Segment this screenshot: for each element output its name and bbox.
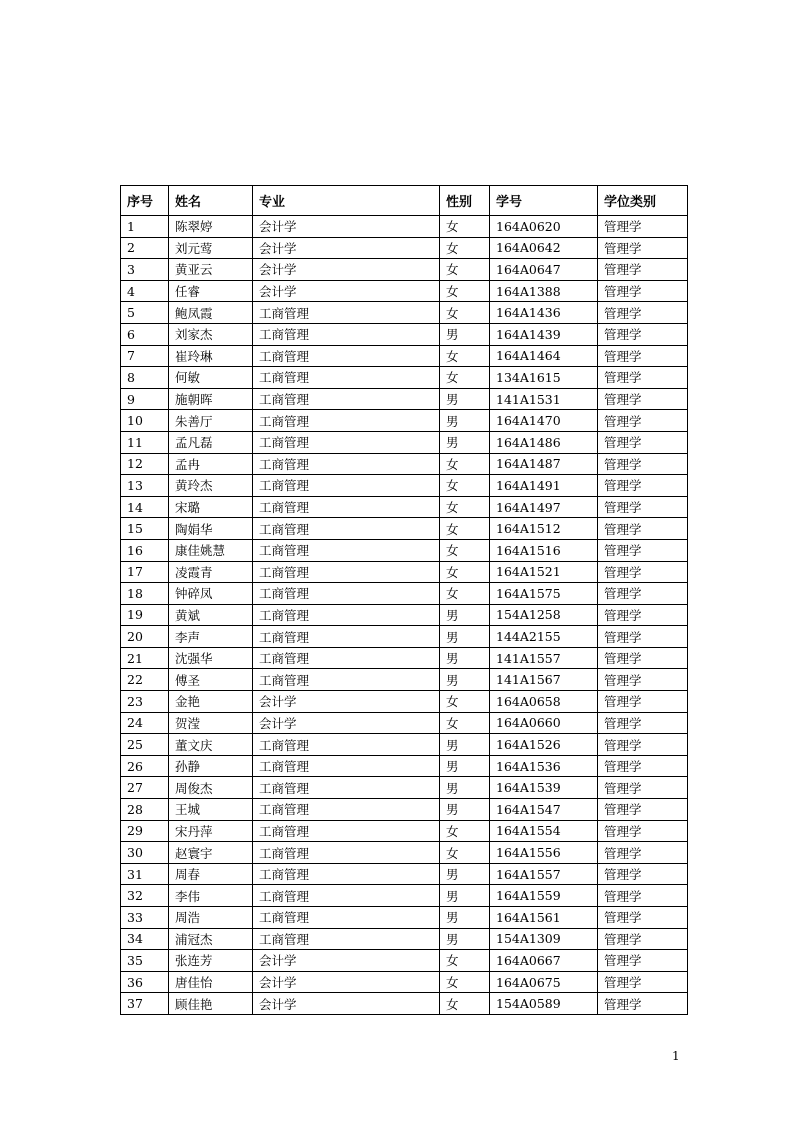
cell-name: 金艳 xyxy=(169,691,253,713)
cell-major: 工商管理 xyxy=(253,626,440,648)
cell-major: 工商管理 xyxy=(253,518,440,540)
cell-student-id: 164A1559 xyxy=(490,885,598,907)
cell-student-id: 164A1439 xyxy=(490,323,598,345)
cell-gender: 男 xyxy=(440,323,490,345)
cell-name: 凌霞青 xyxy=(169,561,253,583)
cell-major: 工商管理 xyxy=(253,863,440,885)
cell-major: 会计学 xyxy=(253,950,440,972)
cell-student-id: 164A0647 xyxy=(490,259,598,281)
cell-gender: 男 xyxy=(440,777,490,799)
cell-gender: 女 xyxy=(440,496,490,518)
cell-gender: 女 xyxy=(440,820,490,842)
cell-serial-number: 29 xyxy=(121,820,169,842)
table-row xyxy=(121,410,688,432)
cell-degree-type: 管理学 xyxy=(598,431,688,453)
cell-major: 工商管理 xyxy=(253,539,440,561)
cell-student-id: 164A0642 xyxy=(490,237,598,259)
cell-serial-number: 14 xyxy=(121,496,169,518)
cell-serial-number: 8 xyxy=(121,367,169,389)
cell-name: 周浩 xyxy=(169,907,253,929)
cell-degree-type: 管理学 xyxy=(598,799,688,821)
cell-serial-number: 20 xyxy=(121,626,169,648)
cell-serial-number: 28 xyxy=(121,799,169,821)
table-row xyxy=(121,647,688,669)
cell-serial-number: 4 xyxy=(121,280,169,302)
table-row xyxy=(121,259,688,281)
cell-gender: 男 xyxy=(440,669,490,691)
cell-serial-number: 36 xyxy=(121,971,169,993)
table-row xyxy=(121,388,688,410)
student-roster-table xyxy=(120,185,688,1015)
cell-gender: 女 xyxy=(440,259,490,281)
cell-major: 工商管理 xyxy=(253,928,440,950)
cell-gender: 女 xyxy=(440,950,490,972)
cell-serial-number: 13 xyxy=(121,475,169,497)
cell-name: 周春 xyxy=(169,863,253,885)
cell-student-id: 164A1497 xyxy=(490,496,598,518)
cell-gender: 男 xyxy=(440,885,490,907)
cell-major: 会计学 xyxy=(253,280,440,302)
cell-major: 工商管理 xyxy=(253,410,440,432)
cell-degree-type: 管理学 xyxy=(598,259,688,281)
table-row xyxy=(121,928,688,950)
cell-major: 工商管理 xyxy=(253,885,440,907)
cell-student-id: 164A0620 xyxy=(490,216,598,238)
cell-degree-type: 管理学 xyxy=(598,410,688,432)
cell-major: 工商管理 xyxy=(253,669,440,691)
cell-degree-type: 管理学 xyxy=(598,777,688,799)
cell-name: 李伟 xyxy=(169,885,253,907)
table-row xyxy=(121,777,688,799)
cell-degree-type: 管理学 xyxy=(598,863,688,885)
cell-degree-type: 管理学 xyxy=(598,691,688,713)
cell-major: 工商管理 xyxy=(253,367,440,389)
cell-name: 何敏 xyxy=(169,367,253,389)
cell-name: 施朝晖 xyxy=(169,388,253,410)
table-row xyxy=(121,323,688,345)
cell-degree-type: 管理学 xyxy=(598,539,688,561)
cell-degree-type: 管理学 xyxy=(598,280,688,302)
cell-degree-type: 管理学 xyxy=(598,842,688,864)
cell-gender: 女 xyxy=(440,691,490,713)
cell-degree-type: 管理学 xyxy=(598,496,688,518)
cell-gender: 女 xyxy=(440,453,490,475)
cell-serial-number: 37 xyxy=(121,993,169,1015)
cell-gender: 男 xyxy=(440,734,490,756)
cell-name: 浦冠杰 xyxy=(169,928,253,950)
cell-name: 黄玲杰 xyxy=(169,475,253,497)
cell-serial-number: 30 xyxy=(121,842,169,864)
cell-degree-type: 管理学 xyxy=(598,561,688,583)
cell-gender: 女 xyxy=(440,475,490,497)
cell-gender: 男 xyxy=(440,755,490,777)
cell-degree-type: 管理学 xyxy=(598,323,688,345)
table-row xyxy=(121,734,688,756)
cell-degree-type: 管理学 xyxy=(598,755,688,777)
cell-gender: 女 xyxy=(440,561,490,583)
cell-name: 董文庆 xyxy=(169,734,253,756)
table-row xyxy=(121,216,688,238)
table-row xyxy=(121,539,688,561)
cell-serial-number: 18 xyxy=(121,583,169,605)
cell-gender: 男 xyxy=(440,388,490,410)
table-row xyxy=(121,496,688,518)
cell-major: 工商管理 xyxy=(253,820,440,842)
cell-student-id: 164A1561 xyxy=(490,907,598,929)
cell-student-id: 164A1539 xyxy=(490,777,598,799)
cell-name: 贺滢 xyxy=(169,712,253,734)
cell-name: 陶娟华 xyxy=(169,518,253,540)
cell-name: 唐佳怡 xyxy=(169,971,253,993)
cell-major: 工商管理 xyxy=(253,388,440,410)
cell-degree-type: 管理学 xyxy=(598,885,688,907)
cell-degree-type: 管理学 xyxy=(598,907,688,929)
cell-name: 鲍凤霞 xyxy=(169,302,253,324)
cell-gender: 男 xyxy=(440,431,490,453)
cell-serial-number: 22 xyxy=(121,669,169,691)
cell-gender: 男 xyxy=(440,907,490,929)
header-gender: 性别 xyxy=(440,186,490,216)
cell-gender: 男 xyxy=(440,647,490,669)
cell-student-id: 164A1388 xyxy=(490,280,598,302)
header-name: 姓名 xyxy=(169,186,253,216)
table-row xyxy=(121,842,688,864)
cell-student-id: 164A1486 xyxy=(490,431,598,453)
cell-serial-number: 10 xyxy=(121,410,169,432)
cell-major: 工商管理 xyxy=(253,475,440,497)
table-row xyxy=(121,604,688,626)
cell-major: 会计学 xyxy=(253,971,440,993)
cell-name: 刘元莺 xyxy=(169,237,253,259)
table-row xyxy=(121,583,688,605)
header-student-id: 学号 xyxy=(490,186,598,216)
cell-serial-number: 32 xyxy=(121,885,169,907)
cell-gender: 女 xyxy=(440,993,490,1015)
cell-student-id: 164A1557 xyxy=(490,863,598,885)
cell-degree-type: 管理学 xyxy=(598,712,688,734)
cell-degree-type: 管理学 xyxy=(598,734,688,756)
cell-student-id: 164A0660 xyxy=(490,712,598,734)
cell-major: 工商管理 xyxy=(253,302,440,324)
cell-serial-number: 34 xyxy=(121,928,169,950)
cell-gender: 女 xyxy=(440,712,490,734)
cell-serial-number: 9 xyxy=(121,388,169,410)
table-row xyxy=(121,885,688,907)
table-row xyxy=(121,345,688,367)
cell-name: 宋丹萍 xyxy=(169,820,253,842)
cell-major: 工商管理 xyxy=(253,345,440,367)
cell-serial-number: 24 xyxy=(121,712,169,734)
cell-student-id: 134A1615 xyxy=(490,367,598,389)
cell-gender: 女 xyxy=(440,539,490,561)
cell-serial-number: 2 xyxy=(121,237,169,259)
cell-gender: 女 xyxy=(440,302,490,324)
cell-gender: 男 xyxy=(440,928,490,950)
cell-gender: 女 xyxy=(440,345,490,367)
cell-gender: 男 xyxy=(440,604,490,626)
cell-gender: 女 xyxy=(440,367,490,389)
cell-student-id: 164A1547 xyxy=(490,799,598,821)
cell-degree-type: 管理学 xyxy=(598,367,688,389)
cell-degree-type: 管理学 xyxy=(598,647,688,669)
table-row xyxy=(121,302,688,324)
cell-student-id: 141A1531 xyxy=(490,388,598,410)
cell-student-id: 164A1491 xyxy=(490,475,598,497)
table-row xyxy=(121,431,688,453)
cell-serial-number: 23 xyxy=(121,691,169,713)
cell-student-id: 164A0658 xyxy=(490,691,598,713)
cell-name: 王城 xyxy=(169,799,253,821)
cell-serial-number: 3 xyxy=(121,259,169,281)
cell-major: 工商管理 xyxy=(253,431,440,453)
table-row xyxy=(121,799,688,821)
cell-major: 会计学 xyxy=(253,237,440,259)
page-number: 1 xyxy=(672,1049,680,1063)
cell-student-id: 154A1258 xyxy=(490,604,598,626)
cell-major: 工商管理 xyxy=(253,496,440,518)
cell-major: 工商管理 xyxy=(253,604,440,626)
cell-name: 刘家杰 xyxy=(169,323,253,345)
cell-serial-number: 26 xyxy=(121,755,169,777)
cell-gender: 女 xyxy=(440,216,490,238)
cell-student-id: 164A1521 xyxy=(490,561,598,583)
cell-serial-number: 11 xyxy=(121,431,169,453)
cell-major: 工商管理 xyxy=(253,734,440,756)
cell-gender: 男 xyxy=(440,799,490,821)
cell-gender: 女 xyxy=(440,280,490,302)
table-row xyxy=(121,453,688,475)
cell-name: 李声 xyxy=(169,626,253,648)
cell-gender: 女 xyxy=(440,842,490,864)
header-serial-number: 序号 xyxy=(121,186,169,216)
cell-student-id: 164A1556 xyxy=(490,842,598,864)
cell-degree-type: 管理学 xyxy=(598,950,688,972)
cell-degree-type: 管理学 xyxy=(598,302,688,324)
table-row xyxy=(121,518,688,540)
cell-gender: 女 xyxy=(440,518,490,540)
cell-student-id: 164A1536 xyxy=(490,755,598,777)
cell-serial-number: 21 xyxy=(121,647,169,669)
cell-degree-type: 管理学 xyxy=(598,928,688,950)
table-row xyxy=(121,712,688,734)
cell-serial-number: 19 xyxy=(121,604,169,626)
table-row xyxy=(121,755,688,777)
cell-name: 任睿 xyxy=(169,280,253,302)
cell-major: 工商管理 xyxy=(253,842,440,864)
cell-degree-type: 管理学 xyxy=(598,583,688,605)
cell-degree-type: 管理学 xyxy=(598,971,688,993)
cell-degree-type: 管理学 xyxy=(598,626,688,648)
cell-degree-type: 管理学 xyxy=(598,993,688,1015)
cell-serial-number: 33 xyxy=(121,907,169,929)
cell-name: 黄斌 xyxy=(169,604,253,626)
header-degree-type: 学位类别 xyxy=(598,186,688,216)
cell-gender: 女 xyxy=(440,971,490,993)
cell-student-id: 164A1516 xyxy=(490,539,598,561)
table-row xyxy=(121,691,688,713)
table-row xyxy=(121,971,688,993)
cell-degree-type: 管理学 xyxy=(598,820,688,842)
cell-name: 宋璐 xyxy=(169,496,253,518)
cell-degree-type: 管理学 xyxy=(598,518,688,540)
cell-gender: 男 xyxy=(440,863,490,885)
table-row xyxy=(121,950,688,972)
cell-name: 崔玲琳 xyxy=(169,345,253,367)
cell-student-id: 154A1309 xyxy=(490,928,598,950)
cell-serial-number: 16 xyxy=(121,539,169,561)
cell-degree-type: 管理学 xyxy=(598,604,688,626)
cell-degree-type: 管理学 xyxy=(598,216,688,238)
table-row xyxy=(121,626,688,648)
cell-major: 会计学 xyxy=(253,216,440,238)
table-body xyxy=(121,216,688,1015)
cell-serial-number: 12 xyxy=(121,453,169,475)
cell-degree-type: 管理学 xyxy=(598,388,688,410)
table-row xyxy=(121,820,688,842)
cell-name: 顾佳艳 xyxy=(169,993,253,1015)
cell-degree-type: 管理学 xyxy=(598,453,688,475)
header-major: 专业 xyxy=(253,186,440,216)
cell-serial-number: 1 xyxy=(121,216,169,238)
cell-degree-type: 管理学 xyxy=(598,237,688,259)
cell-name: 周俊杰 xyxy=(169,777,253,799)
table-row xyxy=(121,907,688,929)
cell-major: 工商管理 xyxy=(253,777,440,799)
table-row xyxy=(121,280,688,302)
cell-serial-number: 7 xyxy=(121,345,169,367)
cell-major: 会计学 xyxy=(253,993,440,1015)
cell-student-id: 164A1487 xyxy=(490,453,598,475)
cell-name: 孟冉 xyxy=(169,453,253,475)
cell-major: 工商管理 xyxy=(253,799,440,821)
cell-major: 工商管理 xyxy=(253,453,440,475)
cell-student-id: 144A2155 xyxy=(490,626,598,648)
cell-major: 工商管理 xyxy=(253,323,440,345)
table-row xyxy=(121,237,688,259)
cell-name: 孙静 xyxy=(169,755,253,777)
cell-student-id: 164A0667 xyxy=(490,950,598,972)
cell-gender: 女 xyxy=(440,583,490,605)
cell-major: 会计学 xyxy=(253,259,440,281)
cell-major: 会计学 xyxy=(253,691,440,713)
cell-major: 工商管理 xyxy=(253,561,440,583)
cell-gender: 男 xyxy=(440,410,490,432)
cell-name: 陈翠婷 xyxy=(169,216,253,238)
cell-student-id: 164A1575 xyxy=(490,583,598,605)
cell-student-id: 164A1526 xyxy=(490,734,598,756)
cell-student-id: 164A0675 xyxy=(490,971,598,993)
cell-gender: 男 xyxy=(440,626,490,648)
cell-name: 朱善厅 xyxy=(169,410,253,432)
cell-serial-number: 15 xyxy=(121,518,169,540)
cell-name: 张连芳 xyxy=(169,950,253,972)
table-row xyxy=(121,993,688,1015)
cell-serial-number: 31 xyxy=(121,863,169,885)
cell-serial-number: 27 xyxy=(121,777,169,799)
table-row xyxy=(121,863,688,885)
cell-student-id: 154A0589 xyxy=(490,993,598,1015)
table-row xyxy=(121,367,688,389)
cell-name: 孟凡磊 xyxy=(169,431,253,453)
cell-student-id: 164A1554 xyxy=(490,820,598,842)
cell-gender: 女 xyxy=(440,237,490,259)
cell-major: 工商管理 xyxy=(253,647,440,669)
cell-major: 工商管理 xyxy=(253,755,440,777)
cell-student-id: 164A1470 xyxy=(490,410,598,432)
cell-student-id: 141A1567 xyxy=(490,669,598,691)
cell-degree-type: 管理学 xyxy=(598,345,688,367)
cell-name: 赵寰宇 xyxy=(169,842,253,864)
cell-serial-number: 25 xyxy=(121,734,169,756)
table-row xyxy=(121,669,688,691)
table-header-row xyxy=(121,186,688,216)
cell-student-id: 141A1557 xyxy=(490,647,598,669)
cell-name: 钟碎凤 xyxy=(169,583,253,605)
cell-major: 工商管理 xyxy=(253,907,440,929)
cell-name: 傅圣 xyxy=(169,669,253,691)
cell-student-id: 164A1512 xyxy=(490,518,598,540)
cell-serial-number: 35 xyxy=(121,950,169,972)
cell-student-id: 164A1464 xyxy=(490,345,598,367)
cell-major: 工商管理 xyxy=(253,583,440,605)
cell-degree-type: 管理学 xyxy=(598,669,688,691)
table-row xyxy=(121,561,688,583)
cell-serial-number: 6 xyxy=(121,323,169,345)
cell-serial-number: 5 xyxy=(121,302,169,324)
cell-name: 黄亚云 xyxy=(169,259,253,281)
cell-name: 康佳姚慧 xyxy=(169,539,253,561)
cell-degree-type: 管理学 xyxy=(598,475,688,497)
cell-serial-number: 17 xyxy=(121,561,169,583)
cell-student-id: 164A1436 xyxy=(490,302,598,324)
cell-major: 会计学 xyxy=(253,712,440,734)
table-row xyxy=(121,475,688,497)
cell-name: 沈强华 xyxy=(169,647,253,669)
